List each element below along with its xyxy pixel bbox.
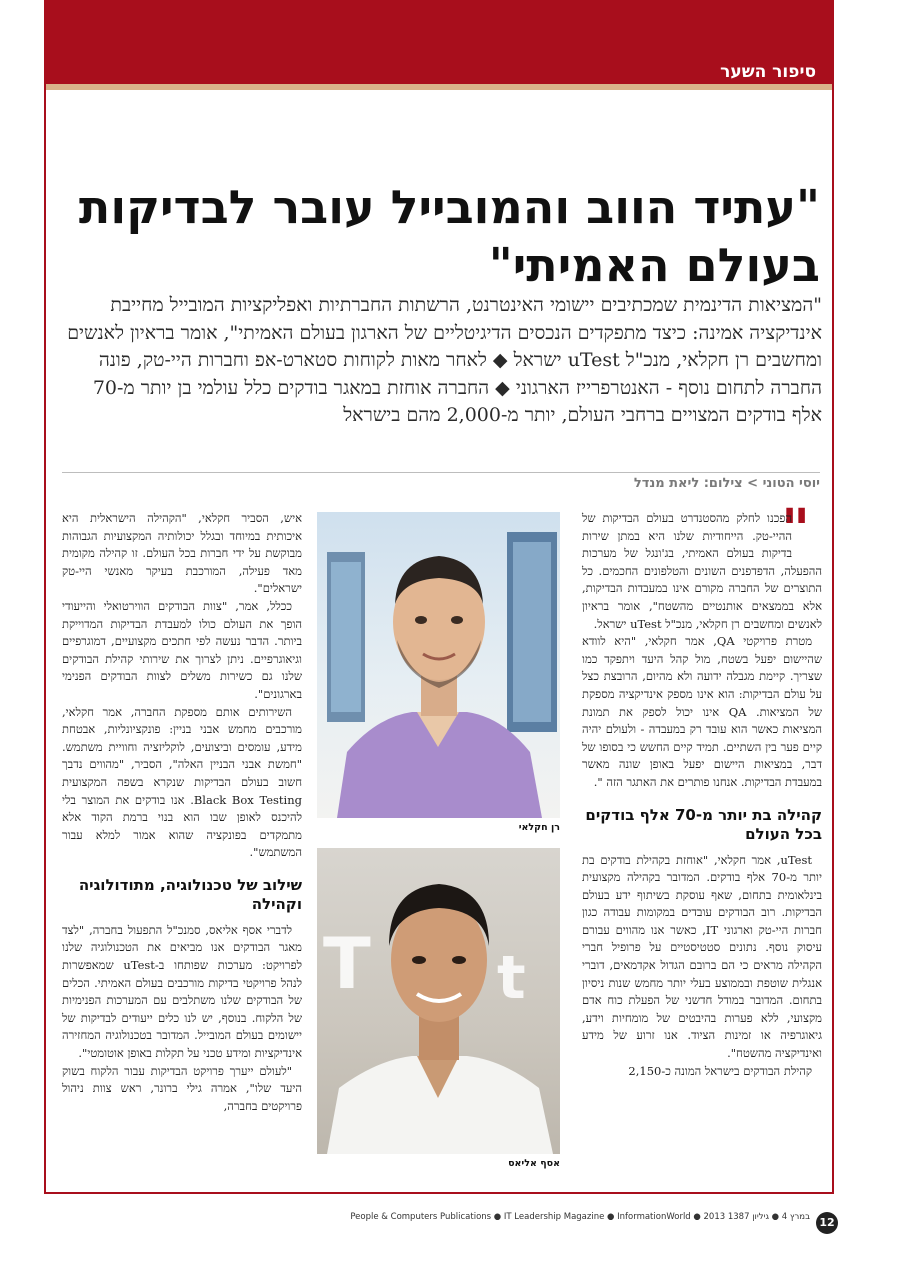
quote-mark: " <box>781 497 811 563</box>
paragraph: uTest, אמר חקלאי, "אוחזת בקהילת בודקים בת יותר מ-70 אלף בודקים. המדובר בקהילה מקצועית בינלאומית בתחום, שאף עוסקת בשיתוף ידע בעולם הבדיקות. רוב הבודקים עובדים במקומות עבודה כגון חברות היי-טק וארגוני IT, כאשר אנו מהווים עבורם עיסוק נוסף. נתונים סטטיסטיים על פרופיל חברי הקהילה מראים כי הם ברובם הגדול אקדמאים, דוברי אנגלית שוטפת ובממוצע בעלי יותר מחמש שנות ניסיון בתחום. המדובר במודל חדשני של הפעלת כוח אדם מקצועי, ללא פערות בהיבטים של מומחיות וידע, גיאוגרפיה או זמינות הציוד. אנו זרוע של מידע ואינדיקציה מהשטח". <box>582 852 822 1061</box>
header-band <box>44 0 834 84</box>
paragraph: איש, הסביר חקלאי, "הקהילה הישראלית היא איכותית במיוחד ובגלל יכולותיה המקצועיות הגבוהות מבוקשת על ידי חברות בכל העולם. זו קהילה מקומית מאד פעילה, המורכבת בעיקר מאנשי היי-טק ישראלים". <box>62 511 302 596</box>
frame-left <box>44 84 46 1194</box>
portrait-illustration <box>317 512 560 818</box>
paragraph: ככלל, אמר, "צוות הבודקים הווירטואלי והייעודי הופך את העולם כולו למעבדת הבדיקות המדוייקת ביותר. הדבר נעשה לפי חתכים מקצועיים, דמוגרפיים וגיאוגרפיים. ניתן לצרוך את שירותי קהילת הבודקים שלנו גם כשירות משלים לצוות הבודקים הפנימי בארגונים". <box>62 598 302 701</box>
paragraph: קהילת הבודקים בישראל המונה כ-2,150 <box>628 1063 812 1078</box>
subheading: שילוב של טכנולוגיה, מתודולוגיה וקהילה <box>78 875 302 913</box>
page-number: 12 <box>816 1212 838 1234</box>
page-footer: People & Computers Publications ● IT Leadership Magazine ● InformationWorld ● 2013 במרץ 4 ● גיליון 1387 <box>350 1212 810 1222</box>
paragraph: מטרת פרויקטי QA, אמר חקלאי, "היא לוודא שהיישום יפעל בשטח, מול קהל היעד ויתפקד כמו שצריך. קיימת מגבלה ידועה ולא מהיום, הרובצת כצל על עולם הבדיקות: הוא אינו מספק אינדיקציה מספקת של המציאות. QA אינו יכול לספק את תמונת המציאות כאשר הוא עובד רק במעבדה - ולעולם יהיה קיים פער בין השתיים. תמיד קיים החשש כי בסופו של דבר, במציאות היישום יפעל באופן שונה מאשר במעבדת הבדיקות. אנחנו פותרים את האתגר הזה ". <box>582 634 822 789</box>
paragraph: הפכנו לחלק מהסטנדרט בעולם הבדיקות של ההיי-טק. הייחודיות שלנו היא במתן שירות בדיקות בעולם האמיתי, בג'ונגל של מערכות ההפעלה, הדפדפנים השונים והטלפונים החכמים. כל התוצרים של החברה מקורם אינו במעבדות הבדיקות, אלא בממצאים אותנטיים מהשטח", אומר בראיון לאנשים ומחשבים רן חקלאי, מנכ"ל uTest ישראל. <box>582 511 822 631</box>
section-label: סיפור השער <box>720 62 816 82</box>
photo-ran-haklai <box>317 512 560 818</box>
paragraph: "לעולם ייערך פרויקט הבדיקות עבור הלקוח בשוק היעד שלו", אמרה גילי ברונר, ראש צוות ניהול פרויקטים בחברה, <box>62 1063 302 1113</box>
column-right <box>582 510 822 1080</box>
quote-space <box>792 510 822 554</box>
frame-right <box>832 84 834 1194</box>
subheading: קהילה בת יותר מ-70 אלף בודקים בכל העולם <box>585 805 822 843</box>
article-title: "עתיד הווב והמובייל עובר לבדיקות בעולם האמיתי" <box>78 180 820 292</box>
frame-bottom <box>44 1192 834 1194</box>
svg-text:t: t <box>497 943 526 1013</box>
photo-caption: רן חקלאי <box>518 822 560 833</box>
photo-asaf-elias <box>317 848 560 1154</box>
byline: יוסי הטוני > צילום: ליאת מנדל <box>633 476 820 491</box>
svg-text:T: T <box>323 923 371 1005</box>
article-lead: "המציאות הדינמית שמכתיבים יישומי האינטרנט, הרשתות החברתיות ואפליקציות המובייל מחייבת אינדיקציה אמינה: כיצד מתפקדים הנכסים הדיגיטליים של הארגון בעולם האמיתי", אומר בראיון לאנשים ומחשבים רן חקלאי, מנכ"ל uTest ישראל ◆ לאחר מאות לקוחות סטארט-אפ וחברות היי-טק, פונה החברה לתחום נוסף - האנטרפרייז הארגוני ◆ החברה אוחזת במאגר בודקים כלל עולמי בן יותר מ-70 אלף בודקים המצויים ברחבי העולם, יותר מ-2,000 מהם בישראל <box>67 294 822 426</box>
paragraph: השירותים אותם מספקת החברה, אמר חקלאי, מורכבים מחמש אבני בניין: פונקציונליות, אבטחת מידע, עומסים וביצועים, לוקליזציה וחוויית משתמש. "חמשת אבני הבניין האלה", הסביר, "מהווים נדבך חשוב בעולם הבדיקות שנקרא בשפה המקצועית Black Box Testing. אנו בודקים את המוצר בלי להיכנס לאופן שבו הוא בנוי ברמת הקוד אלא מתמקדים בפונקציה שהוא אמור למלא עבור המשתמש". <box>62 704 303 860</box>
portrait-illustration <box>317 848 560 1154</box>
paragraph: לדברי אסף אליאס, סמנכ"ל התפעול בחברה, "לצד מאגר הבודקים אנו מביאים את הטכנולוגיה שלנו לפרויקט: מערכות שפותחו ב-uTest שמאפשרות לנהל פרויקטי בדיקות מורכבים בעולם האמיתי. הכלים של הבודקים שלנו משתלבים עם המערכות הפנימיות של הלקוח. בנוסף, יש לנו כלים ייעודים לבדיקות של יישומים בעולם המובייל. המדובר בטכנולוגיה המחזירה אינדיקציות ומידע טכני על תקלות באופן אוטומטי". <box>62 922 302 1061</box>
column-left <box>62 510 302 1115</box>
photo-caption: אסף אליאס <box>508 1158 560 1169</box>
header-rule <box>44 84 834 90</box>
byline-divider <box>62 472 820 473</box>
